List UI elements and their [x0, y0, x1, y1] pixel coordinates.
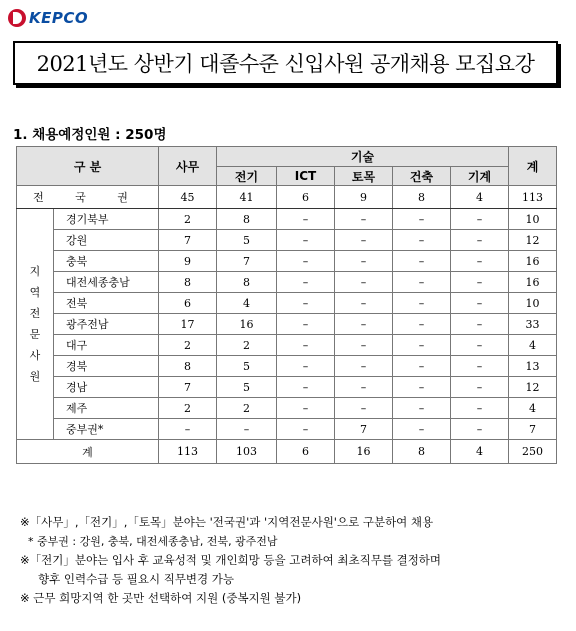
table-cell: 8 — [159, 272, 217, 293]
table-cell: 16 — [509, 251, 557, 272]
table-cell: 8 — [393, 440, 451, 464]
table-cell: – — [277, 314, 335, 335]
table-cell: 2 — [159, 398, 217, 419]
region-name: 대구 — [54, 335, 159, 356]
table-cell: 7 — [159, 377, 217, 398]
logo-text: KEPCO — [29, 9, 89, 27]
regional-group-char: 문 — [29, 328, 41, 341]
table-cell: 5 — [217, 356, 277, 377]
regional-group-char: 지 — [29, 265, 41, 278]
table-cell: – — [335, 314, 393, 335]
region-name: 광주전남 — [54, 314, 159, 335]
region-name: 강원 — [54, 230, 159, 251]
table-cell: 6 — [277, 440, 335, 464]
table-cell: – — [451, 335, 509, 356]
table-cell: 9 — [335, 186, 393, 209]
table-cell: – — [277, 377, 335, 398]
table-cell: 113 — [509, 186, 557, 209]
header-tech-col: 전기 — [217, 167, 277, 186]
table-cell: – — [159, 419, 217, 440]
regional-rows — [17, 209, 557, 440]
table-cell: – — [393, 419, 451, 440]
header-total: 계 — [509, 147, 557, 186]
table-cell: – — [335, 356, 393, 377]
table-cell: – — [451, 419, 509, 440]
table-cell: – — [277, 419, 335, 440]
table-cell: 8 — [217, 209, 277, 230]
table-cell: 5 — [217, 230, 277, 251]
section-heading: 1. 채용예정인원 : 250명 — [13, 127, 167, 143]
table-cell: 45 — [159, 186, 217, 209]
table-row — [17, 272, 557, 293]
table-cell: 6 — [277, 186, 335, 209]
regional-group-char: 원 — [29, 370, 41, 383]
table-cell: 8 — [159, 356, 217, 377]
table-cell: – — [451, 230, 509, 251]
table-cell: 12 — [509, 377, 557, 398]
table-row — [17, 314, 557, 335]
header-category: 구 분 — [17, 147, 159, 186]
table-cell: 13 — [509, 356, 557, 377]
table-cell: – — [335, 230, 393, 251]
table-cell: – — [393, 314, 451, 335]
table-cell: – — [335, 251, 393, 272]
table-cell: – — [335, 293, 393, 314]
table-cell: – — [277, 251, 335, 272]
table-cell: – — [335, 377, 393, 398]
region-name: 대전세종충남 — [54, 272, 159, 293]
table-cell: 4 — [451, 186, 509, 209]
table-cell: 7 — [217, 251, 277, 272]
region-name: 경북 — [54, 356, 159, 377]
table-cell: 5 — [217, 377, 277, 398]
table-cell: 2 — [217, 335, 277, 356]
region-name: 중부권* — [54, 419, 159, 440]
kepco-logo-icon — [8, 9, 26, 27]
region-name: 제주 — [54, 398, 159, 419]
region-name: 충북 — [54, 251, 159, 272]
table-cell: 10 — [509, 209, 557, 230]
table-cell: 16 — [335, 440, 393, 464]
kepco-logo — [8, 8, 88, 28]
table-cell: 7 — [509, 419, 557, 440]
table-row — [17, 419, 557, 440]
table-cell: – — [393, 293, 451, 314]
table-cell: – — [335, 335, 393, 356]
table-cell: – — [277, 230, 335, 251]
note-line: ※「전기」분야는 입사 후 교육성적 및 개인희망 등을 고려하여 최초직무를 결정하며 — [20, 553, 442, 567]
table-cell: – — [335, 272, 393, 293]
table-cell: – — [393, 335, 451, 356]
table-cell: 113 — [159, 440, 217, 464]
note-line: 향후 인력수급 등 필요시 직무변경 가능 — [38, 572, 235, 586]
table-cell: 8 — [393, 186, 451, 209]
region-name: 경남 — [54, 377, 159, 398]
table-cell: 12 — [509, 230, 557, 251]
national-row — [17, 186, 557, 209]
table-cell: 4 — [509, 398, 557, 419]
table-cell: 16 — [509, 272, 557, 293]
note-line: * 중부권 : 강원, 충북, 대전세종충남, 전북, 광주전남 — [28, 535, 278, 548]
table-cell: 9 — [159, 251, 217, 272]
table-cell: 4 — [509, 335, 557, 356]
table-cell: – — [217, 419, 277, 440]
regional-group-label — [17, 209, 54, 440]
table-cell: 16 — [217, 314, 277, 335]
region-name: 경기북부 — [54, 209, 159, 230]
table-cell: – — [393, 356, 451, 377]
table-cell: – — [451, 293, 509, 314]
header-tech-col: 기계 — [451, 167, 509, 186]
table-row — [17, 356, 557, 377]
table-cell: – — [277, 272, 335, 293]
recruitment-table — [16, 146, 557, 464]
table-cell: – — [393, 272, 451, 293]
table-cell: 2 — [159, 335, 217, 356]
table-cell: 4 — [217, 293, 277, 314]
regional-group-char: 전 — [29, 307, 41, 320]
page-title: 2021년도 상반기 대졸수준 신입사원 공개채용 모집요강 — [36, 52, 535, 76]
table-cell: 6 — [159, 293, 217, 314]
table-cell: – — [393, 377, 451, 398]
table-cell: – — [451, 377, 509, 398]
header-tech-col: 토목 — [335, 167, 393, 186]
table-cell: – — [393, 230, 451, 251]
header-tech-col: 건축 — [393, 167, 451, 186]
table-cell: – — [277, 398, 335, 419]
table-cell: 8 — [217, 272, 277, 293]
table-cell: – — [451, 272, 509, 293]
national-label: 전 국 권 — [17, 186, 159, 209]
table-cell: 2 — [159, 209, 217, 230]
page-title-box — [13, 41, 558, 85]
table-row — [17, 335, 557, 356]
table-cell: – — [393, 398, 451, 419]
header-tech-col: ICT — [277, 167, 335, 186]
regional-group-char: 역 — [29, 286, 41, 299]
total-row — [17, 440, 557, 464]
regional-group-char: 사 — [29, 349, 41, 362]
table-cell: 41 — [217, 186, 277, 209]
table-cell: – — [277, 335, 335, 356]
notes — [20, 513, 570, 608]
table-cell: – — [277, 293, 335, 314]
table-cell: 7 — [335, 419, 393, 440]
table-cell: 17 — [159, 314, 217, 335]
region-name: 전북 — [54, 293, 159, 314]
table-row — [17, 230, 557, 251]
table-cell: 250 — [509, 440, 557, 464]
table-cell: – — [451, 209, 509, 230]
table-row — [17, 398, 557, 419]
table-cell: – — [451, 251, 509, 272]
table-row — [17, 251, 557, 272]
table-row — [17, 377, 557, 398]
table-cell: – — [335, 398, 393, 419]
table-cell: – — [451, 314, 509, 335]
table-cell: – — [277, 209, 335, 230]
table-cell: – — [393, 251, 451, 272]
table-cell: – — [335, 209, 393, 230]
header-tech: 기술 — [217, 147, 509, 167]
note-line: ※「사무」,「전기」,「토목」분야는 '전국권'과 '지역전문사원'으로 구분하여 채용 — [20, 515, 434, 529]
table-cell: – — [451, 398, 509, 419]
total-label: 계 — [17, 440, 159, 464]
table-cell: 7 — [159, 230, 217, 251]
note-line: ※ 근무 희망지역 한 곳만 선택하여 지원 (중복지원 불가) — [20, 591, 302, 605]
table-cell: 33 — [509, 314, 557, 335]
table-cell: 4 — [451, 440, 509, 464]
table-cell: – — [393, 209, 451, 230]
table-cell: 2 — [217, 398, 277, 419]
table-row — [17, 209, 557, 230]
header-office: 사무 — [159, 147, 217, 186]
table-row — [17, 293, 557, 314]
table-cell: 103 — [217, 440, 277, 464]
table-cell: 10 — [509, 293, 557, 314]
table-cell: – — [451, 356, 509, 377]
table-cell: – — [277, 356, 335, 377]
